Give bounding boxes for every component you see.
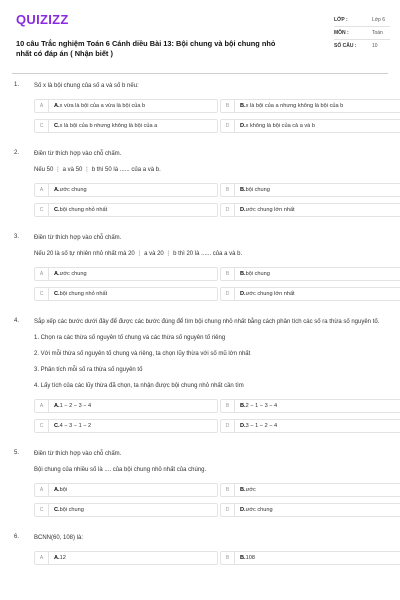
option-b[interactable] bbox=[220, 551, 400, 565]
option-d[interactable] bbox=[220, 419, 400, 433]
question-prompt: Bội chung của nhiều số là .... của bội chung nhỏ nhất của chúng. bbox=[34, 467, 207, 473]
option-text: bội bbox=[59, 487, 68, 493]
question-2 bbox=[12, 150, 388, 217]
option-letter: A bbox=[35, 100, 49, 112]
option-c[interactable] bbox=[34, 203, 218, 217]
answer-options bbox=[34, 551, 388, 565]
option-key: B. bbox=[240, 403, 246, 409]
option-text: 12 bbox=[59, 555, 66, 561]
question-text: Số x là bội chung của số a và số b nếu: bbox=[34, 83, 139, 89]
option-text: 108 bbox=[245, 555, 255, 561]
meta-row-subject bbox=[334, 27, 390, 40]
question-number: 4. bbox=[14, 318, 20, 324]
question-text: Điền từ thích hợp vào chỗ chấm. bbox=[34, 151, 122, 157]
option-a[interactable] bbox=[34, 399, 218, 413]
option-a[interactable] bbox=[34, 267, 218, 281]
meta-value: Lớp 6 bbox=[372, 17, 386, 23]
meta-value: Toán bbox=[372, 30, 383, 36]
option-text: x là bội của b nhưng không là bội của a bbox=[59, 123, 158, 129]
question-number: 6. bbox=[14, 534, 20, 540]
option-key: B. bbox=[240, 103, 246, 109]
option-text: 4 − 3 − 1 − 2 bbox=[59, 423, 92, 429]
option-text: bội chung bbox=[245, 187, 270, 193]
option-key: C. bbox=[54, 423, 60, 429]
option-text: bội chung bbox=[59, 507, 84, 513]
option-c[interactable] bbox=[34, 503, 218, 517]
question-number: 3. bbox=[14, 234, 20, 240]
option-key: B. bbox=[240, 487, 246, 493]
option-letter: B bbox=[221, 268, 235, 280]
question-1 bbox=[12, 82, 388, 133]
option-letter: A bbox=[35, 400, 49, 412]
option-c[interactable] bbox=[34, 119, 218, 133]
option-text: 1 − 2 − 3 − 4 bbox=[59, 403, 92, 409]
option-letter: D bbox=[221, 504, 235, 516]
option-a[interactable] bbox=[34, 483, 218, 497]
meta-label: LỚP : bbox=[334, 17, 348, 23]
option-letter: A bbox=[35, 268, 49, 280]
option-letter: C bbox=[35, 204, 49, 216]
question-4 bbox=[12, 318, 388, 433]
option-key: C. bbox=[54, 207, 60, 213]
meta-label: SỐ CÂU : bbox=[334, 43, 357, 49]
option-text: x không là bội của cả a và b bbox=[245, 123, 315, 129]
question-text: Sắp xếp các bước dưới đây để được các bước đúng để tìm bội chung nhỏ nhất bằng cách phân tích các số ra thừa số nguyên tố. bbox=[34, 319, 380, 325]
option-letter: B bbox=[221, 400, 235, 412]
option-d[interactable] bbox=[220, 119, 400, 133]
option-b[interactable] bbox=[220, 99, 400, 113]
quizizz-logo: QUIZIZZ bbox=[16, 12, 69, 27]
option-letter: B bbox=[221, 484, 235, 496]
question-list bbox=[12, 82, 388, 565]
meta-row-grade bbox=[334, 14, 390, 27]
option-key: A. bbox=[54, 403, 60, 409]
option-text: ước bbox=[245, 487, 256, 493]
option-key: C. bbox=[54, 123, 60, 129]
option-text: ước chung lớn nhất bbox=[245, 207, 295, 213]
option-letter: A bbox=[35, 552, 49, 564]
option-key: A. bbox=[54, 487, 60, 493]
option-letter: C bbox=[35, 420, 49, 432]
option-b[interactable] bbox=[220, 183, 400, 197]
option-key: A. bbox=[54, 187, 60, 193]
option-b[interactable] bbox=[220, 483, 400, 497]
option-letter: D bbox=[221, 420, 235, 432]
option-text: ước chung lớn nhất bbox=[245, 291, 295, 297]
option-text: ước chung bbox=[59, 271, 87, 277]
question-text: BCNN(60, 108) là: bbox=[34, 535, 84, 541]
option-key: C. bbox=[54, 507, 60, 513]
option-key: A. bbox=[54, 271, 60, 277]
worksheet-title: 10 câu Trắc nghiệm Toán 6 Cánh diều Bài 13: Bội chung và bội chung nhỏ nhất có đáp án ( Nhận biết ) bbox=[16, 39, 276, 58]
step-2: 2. Với mỗi thừa số nguyên tố chung và riêng, ta chọn lũy thừa với số mũ lớn nhất bbox=[34, 351, 251, 357]
step-1: 1. Chọn ra các thừa số nguyên tố chung và các thừa số nguyên tố riêng bbox=[34, 335, 226, 341]
option-letter: A bbox=[35, 184, 49, 196]
option-text: ước chung bbox=[245, 507, 273, 513]
option-key: A. bbox=[54, 555, 60, 561]
question-number: 5. bbox=[14, 450, 20, 456]
option-key: D. bbox=[240, 291, 246, 297]
question-prompt: Nếu 20 là số tự nhiên nhỏ nhất mà 20 ⋮ a và 20 ⋮ b thì 20 là ...... của a và b. bbox=[34, 251, 243, 257]
worksheet-header bbox=[12, 8, 388, 74]
option-letter: B bbox=[221, 552, 235, 564]
option-key: A. bbox=[54, 103, 60, 109]
option-d[interactable] bbox=[220, 203, 400, 217]
option-key: B. bbox=[240, 187, 246, 193]
question-5 bbox=[12, 450, 388, 517]
option-a[interactable] bbox=[34, 99, 218, 113]
option-letter: C bbox=[35, 120, 49, 132]
answer-options bbox=[34, 99, 388, 133]
step-4: 4. Lấy tích của các lũy thừa đã chọn, ta nhận được bội chung nhỏ nhất cần tìm bbox=[34, 383, 244, 389]
meta-label: MÔN : bbox=[334, 30, 349, 36]
option-letter: C bbox=[35, 504, 49, 516]
option-letter: B bbox=[221, 100, 235, 112]
question-prompt: Nếu 50 ⋮ a và 50 ⋮ b thì 50 là ...... của a và b. bbox=[34, 167, 161, 173]
option-key: B. bbox=[240, 271, 246, 277]
option-c[interactable] bbox=[34, 419, 218, 433]
option-letter: D bbox=[221, 204, 235, 216]
option-letter: B bbox=[221, 184, 235, 196]
question-text: Điền từ thích hợp vào chỗ chấm. bbox=[34, 451, 122, 457]
option-text: bội chung nhỏ nhất bbox=[59, 207, 108, 213]
option-text: bội chung nhỏ nhất bbox=[59, 291, 108, 297]
meta-row-count bbox=[334, 40, 390, 52]
option-text: bội chung bbox=[245, 271, 270, 277]
option-text: ước chung bbox=[59, 187, 87, 193]
option-a[interactable] bbox=[34, 551, 218, 565]
option-c[interactable] bbox=[34, 287, 218, 301]
step-3: 3. Phân tích mỗi số ra thừa số nguyên tố bbox=[34, 367, 143, 373]
option-text: 3 − 1 − 2 − 4 bbox=[245, 423, 278, 429]
option-text: x vừa là bội của a vừa là bội của b bbox=[59, 103, 146, 109]
answer-options bbox=[34, 267, 388, 301]
worksheet-meta bbox=[334, 14, 390, 52]
option-key: B. bbox=[240, 555, 246, 561]
question-number: 2. bbox=[14, 150, 20, 156]
question-text: Điền từ thích hợp vào chỗ chấm. bbox=[34, 235, 122, 241]
option-key: D. bbox=[240, 423, 246, 429]
option-b[interactable] bbox=[220, 399, 400, 413]
option-d[interactable] bbox=[220, 503, 400, 517]
option-letter: D bbox=[221, 288, 235, 300]
option-key: C. bbox=[54, 291, 60, 297]
answer-options bbox=[34, 183, 388, 217]
option-key: D. bbox=[240, 207, 246, 213]
option-d[interactable] bbox=[220, 287, 400, 301]
question-6 bbox=[12, 534, 388, 565]
option-a[interactable] bbox=[34, 183, 218, 197]
meta-value: 10 bbox=[372, 43, 378, 49]
option-text: 2 − 1 − 3 − 4 bbox=[245, 403, 278, 409]
option-text: x là bội của a nhưng không là bội của b bbox=[245, 103, 344, 109]
option-b[interactable] bbox=[220, 267, 400, 281]
option-letter: A bbox=[35, 484, 49, 496]
option-key: D. bbox=[240, 123, 246, 129]
answer-options bbox=[34, 399, 388, 433]
option-letter: D bbox=[221, 120, 235, 132]
question-3 bbox=[12, 234, 388, 301]
question-number: 1. bbox=[14, 82, 20, 88]
answer-options bbox=[34, 483, 388, 517]
option-key: D. bbox=[240, 507, 246, 513]
option-letter: C bbox=[35, 288, 49, 300]
